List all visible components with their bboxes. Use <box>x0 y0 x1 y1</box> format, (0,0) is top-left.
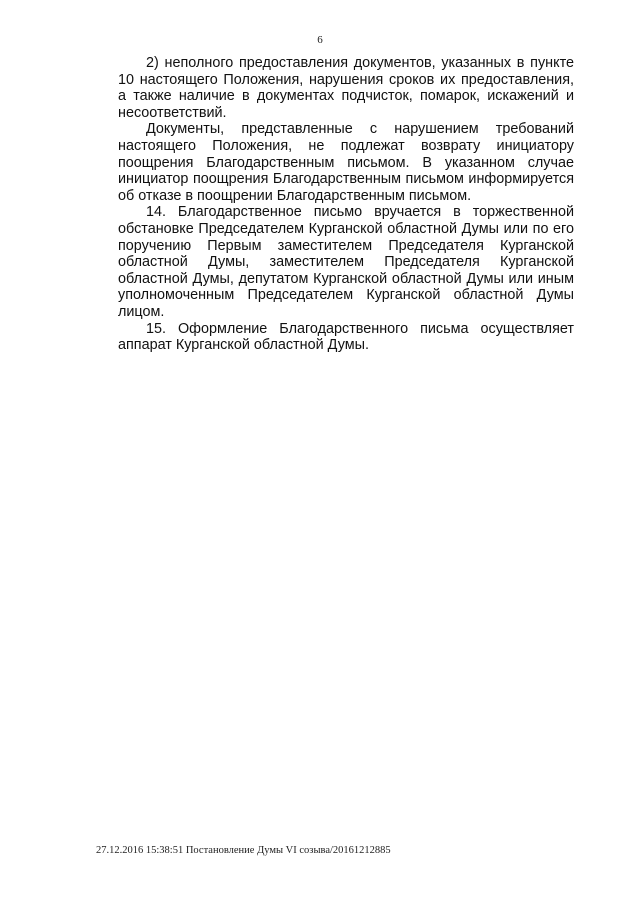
paragraph-15-registration: 15. Оформление Благодарственного письма осуществляет аппарат Курганской областной Думы. <box>118 320 574 354</box>
document-body <box>118 55 574 354</box>
paragraph-14-presentation: 14. Благодарственное письмо вручается в торжественной обстановке Председателем Курганской областной Думы или по его поручению Первым заместителем Председателя Курганской областной Думы, заместителем Председателя Курганской областной Думы, депутатом Курганской областной Думы или иным уполномоченным Председателем Курганской областной Думы лицом. <box>118 204 574 320</box>
document-footer-stamp: 27.12.2016 15:38:51 Постановление Думы VI созыва/20161212885 <box>96 845 391 856</box>
paragraph-item-2: 2) неполного предоставления документов, указанных в пункте 10 настоящего Положения, нарушения сроков их предоставления, а также наличие в документах подчисток, помарок, искажений и несоответствий. <box>118 55 574 121</box>
page-number: 6 <box>317 34 323 46</box>
paragraph-documents-return: Документы, представленные с нарушением требований настоящего Положения, не подлежат возврату инициатору поощрения Благодарственным письмом. В указанном случае инициатор поощрения Благодарственным письмом информируется об отказе в поощрении Благодарственным письмом. <box>118 121 574 204</box>
